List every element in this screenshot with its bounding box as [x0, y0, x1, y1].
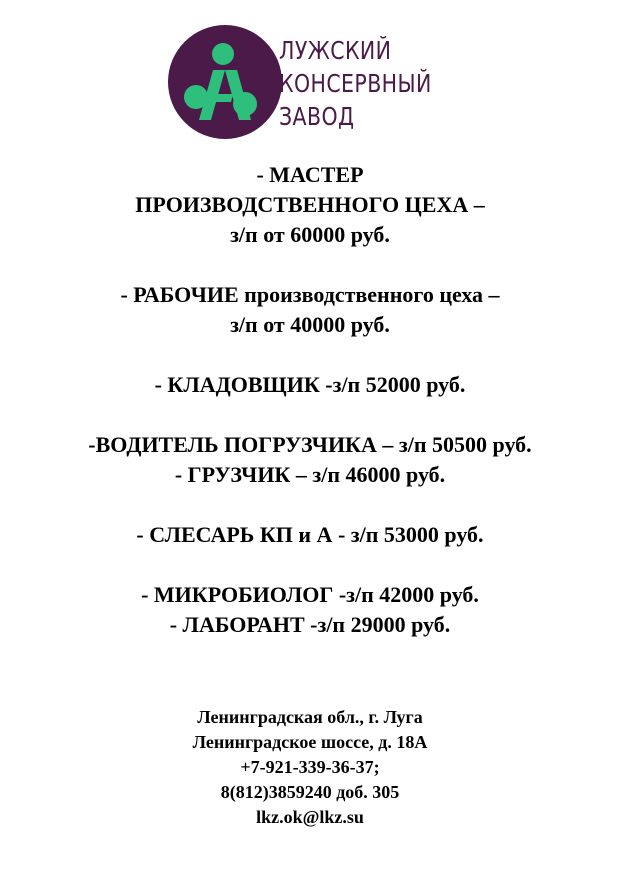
vacancy-master-salary: з/п от 60000 руб. [230, 222, 390, 247]
logo-line-2: КОНСЕРВНЫЙ [279, 69, 432, 98]
vacancy-forklift-driver: -ВОДИТЕЛЬ ПОГРУЗЧИКА – з/п 50500 руб. [88, 432, 532, 457]
contact-email: lkz.ok@lkz.su [256, 807, 364, 827]
vacancy-list [0, 160, 620, 640]
contact-block [0, 705, 620, 830]
contact-address: Ленинградское шоссе, д. 18А [192, 732, 428, 752]
contact-region: Ленинградская обл., г. Луга [197, 707, 423, 727]
contact-phone-mobile: +7-921-339-36-37; [240, 757, 380, 777]
logo-wordmark [279, 34, 432, 133]
company-logo [167, 20, 432, 150]
logo-emblem-icon [167, 24, 283, 140]
vacancy-microbiologist: - МИКРОБИОЛОГ -з/п 42000 руб. [141, 582, 479, 607]
vacancy-storekeeper: - КЛАДОВЩИК -з/п 52000 руб. [154, 372, 466, 397]
vacancy-mechanic: - СЛЕСАРЬ КП и А - з/п 53000 руб. [136, 522, 484, 547]
logo-line-1: ЛУЖСКИЙ [279, 36, 392, 65]
vacancy-loader: - ГРУЗЧИК – з/п 46000 руб. [174, 462, 446, 487]
contact-phone-office: 8(812)3859240 доб. 305 [220, 782, 400, 802]
vacancy-workers-rest: производственного цеха – [238, 282, 500, 307]
vacancy-master-dept: ПРОИЗВОДСТВЕННОГО ЦЕХА – [135, 192, 485, 217]
vacancy-workers-caps: - РАБОЧИЕ [120, 282, 239, 307]
logo-line-3: ЗАВОД [279, 102, 355, 131]
vacancy-workers-salary: з/п от 40000 руб. [230, 312, 390, 337]
vacancy-master-title: - МАСТЕР [256, 162, 364, 187]
vacancy-workers-title [0, 280, 620, 310]
vacancy-lab-assistant: - ЛАБОРАНТ -з/п 29000 руб. [169, 612, 451, 637]
